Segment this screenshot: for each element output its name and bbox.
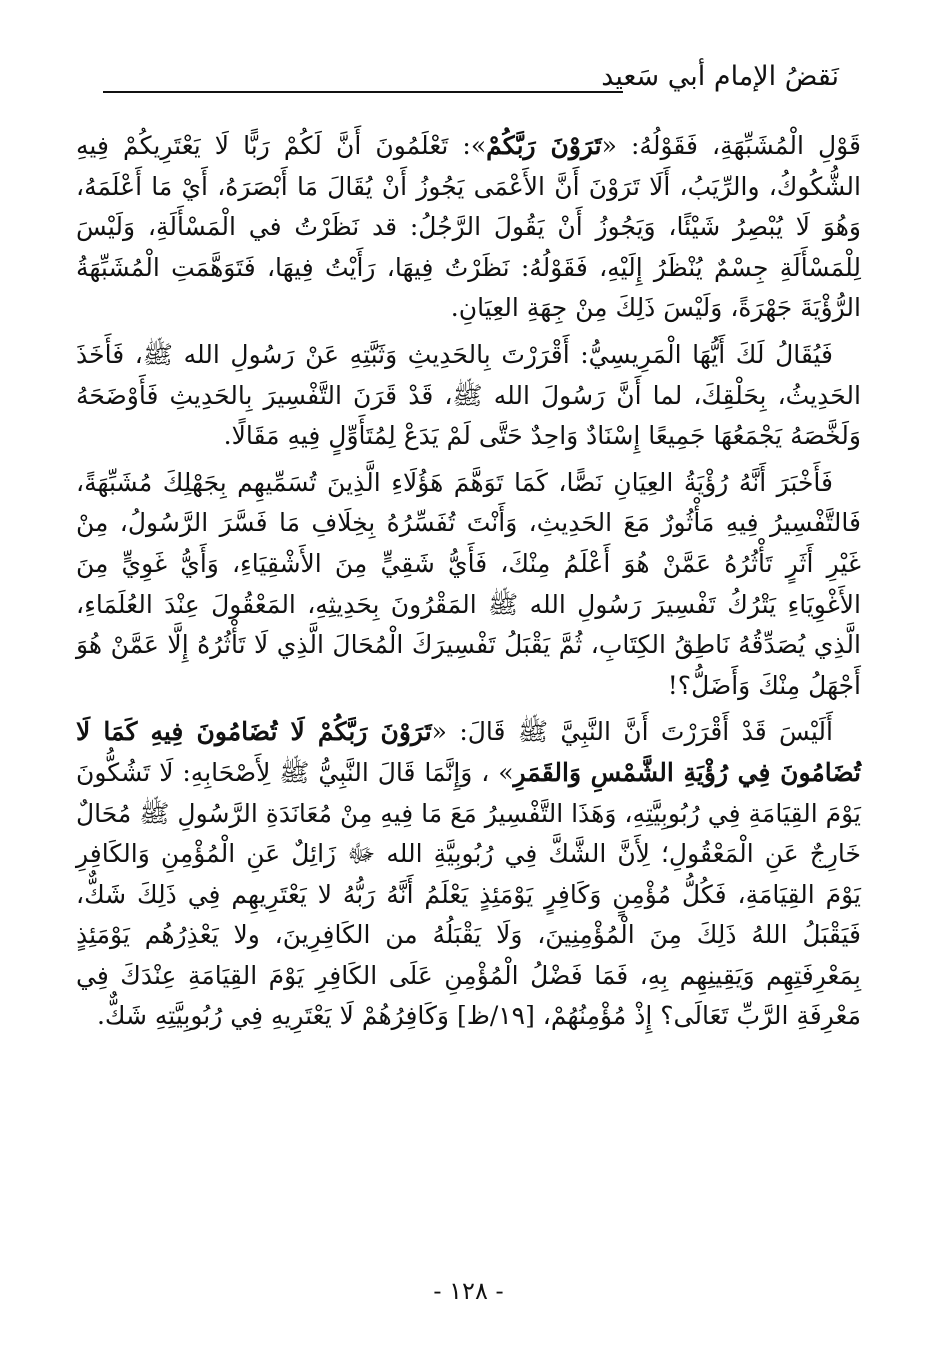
text-span: أَلَيْسَ قَدْ أَقْرَرْتَ أَنَّ النَّبِيَّ ﷺ قَالَ: « — [431, 717, 833, 747]
text-span: »: تَعْلَمُونَ أَنَّ لَكُمْ رَبًّا لَا يَعْتَرِيكُمْ فِيهِ الشُّكُوكُ، والرِّيَبُ، أَلَا تَرَوْنَ أَنَّ الأَعْمَى يَجُوزُ أَنْ يُقَالَ مَا أَبْصَرَهُ، أَيْ مَا أَعْلَمَهُ، وَهُوَ لَا يُبْصِرُ شَيْئًا، وَيَجُوزُ أَنْ يَقُولَ الرَّجُلُ: قد نَظَرْتُ في الْمَسْأَلَةِ، وَلَيْسَ لِلْمَسْأَلَةِ جِسْمٌ يُنْظَرُ إِلَيْهِ، فَقَوْلُهُ: نَظَرْتُ فِيهَا، رَأَيْتُ فِيهَا، فَتَوَهَّمَتِ الْمُشَبِّهَةُ الرُّؤْيَةَ جَهْرَةً، وَلَيْسَ ذَلِكَ مِنْ جِهَةِ العِيَانِ. — [76, 131, 861, 323]
paragraph-4 — [76, 712, 861, 1037]
paragraph-2 — [76, 335, 861, 457]
page-number: - ١٢٨ - — [433, 1277, 504, 1305]
running-title: نَقضُ الإمام أبي سَعيد — [601, 61, 839, 92]
paragraph-3 — [76, 463, 861, 707]
text-span: قَوْلِ الْمُشَبِّهَةِ، فَقَوْلُهُ: « — [601, 131, 861, 160]
paragraph-1 — [76, 126, 861, 329]
text-span: فَأَخْبَرَ أَنَّهُ رُؤْيَةُ العِيَانِ نَصًّا، كَمَا تَوَهَّمَ هَؤُلَاءِ الَّذِينَ تُسَمِّيهِم بِجَهْلِكَ مُشَبِّهَةً، فَالتَّفْسِيرُ فِيهِ مَأْثُورٌ مَعَ الحَدِيثِ، وَأَنْتَ تُفَسِّرُهُ بِخِلَافِ مَا فَسَّرَ الرَّسُولُ، مِنْ غَيْرِ أَثَرٍ تَأْثُرُهُ عَمَّنْ هُوَ أَعْلَمُ مِنْكَ، فَأَيُّ شَقِيٍّ مِنَ الأَشْقِيَاءِ، وَأَيُّ غَوِيٍّ مِنَ الأَغْوِيَاءِ يَتْرُكُ تَفْسِيرَ رَسُولِ الله ﷺ المَقْرُونَ بِحَدِيثِهِ، المَعْقُولَ عِنْدَ العُلَمَاءِ، الَّذِي يُصَدِّقُهُ نَاطِقُ الكِتَابِ، ثُمَّ يَقْبَلُ تَفْسِيرَكَ الْمُحَالَ الَّذِي لَا تَأْثُرُهُ إِلَّا عَمَّنْ هُوَ أَجْهَلُ مِنْكَ وَأَضَلُّ؟! — [76, 467, 861, 700]
header-rule — [103, 91, 623, 93]
text-span: فَيُقَالُ لَكَ أَيُّهَا الْمَرِيسِيُّ: أَقْرَرْتَ بِالحَدِيثِ وَثَبَّتِهِ عَنْ رَسُولِ الله ﷺ، فَأَخَذَ الحَدِيثُ، بِحَلْقِكَ، لما أَنَّ رَسُولَ الله ﷺ، قَدْ قَرَنَ التَّفْسِيرَ بِالحَدِيثِ فَأَوْضَحَهُ وَلَخَّصَهُ يَجْمَعُهَا جَمِيعًا إِسْنَادٌ وَاحِدٌ حَتَّى لَمْ يَدَعْ لِمُتَأَوِّلٍ فِيهِ مَقَالًا. — [76, 339, 861, 451]
hadith-quote: تَرَوْنَ رَبَّكُمْ — [486, 131, 602, 160]
text-span: » ، وَإِنَّمَا قَالَ النَّبِيُّ ﷺ لِأَصْحَابِهِ: لَا تَشُكُّونَ يَوْمَ القِيَامَةِ فِي رُبُوبِيَّتِهِ، وَهَذَا التَّفْسِيرُ مَعَ مَا فِيهِ مِنْ مُعَانَدَةِ الرَّسُولِ ﷺ مُحَالٌ خَارِجٌ عَنِ الْمَعْقُولِ؛ لِأَنَّ الشَّكَّ فِي رُبُوبِيَّةِ الله ﷻ زَائِلٌ عَنِ الْمُؤْمِنِ وَالكَافِرِ يَوْمَ القِيَامَةِ، فَكُلُّ مُؤْمِنٍ وَكَافِرٍ يَوْمَئِذٍ يَعْلَمُ أَنَّهُ رَبُّهُ لا يَعْتَرِيهِم فِي ذَلِكَ شَكٌّ، فَيَقْبَلُ اللهُ ذَلِكَ مِنَ الْمُؤْمِنِينَ، وَلَا يَقْبَلُهُ من الكَافِرِينَ، ولا يَعْذِرُهُم يَوْمَئِذٍ بِمَعْرِفَتِهِم وَيَقِينِهِم بِهِ، فَمَا فَضْلُ الْمُؤْمِنِ عَلَى الكَافِرِ يَوْمَ القِيَامَةِ عِنْدَكَ فِي مَعْرِفَةِ الرَّبِّ تَعَالَى؟ إِذْ مُؤْمِنُهُمْ، [١٩/ظ] وَكَافِرُهُمْ لَا يَعْتَرِيهِ فِي رُبُوبِيَّتِهِ شَكٌّ. — [76, 757, 861, 1031]
body-text — [76, 126, 861, 1043]
hadith-quote: تَرَوْنَ رَبَّكُمْ لَا تُضَامُونَ فِيهِ كَمَا لَا تُضَامُونَ فِي رُؤْيَةِ الشَّمْسِ وَالقَمَرِ — [76, 717, 862, 787]
running-header — [103, 58, 839, 102]
